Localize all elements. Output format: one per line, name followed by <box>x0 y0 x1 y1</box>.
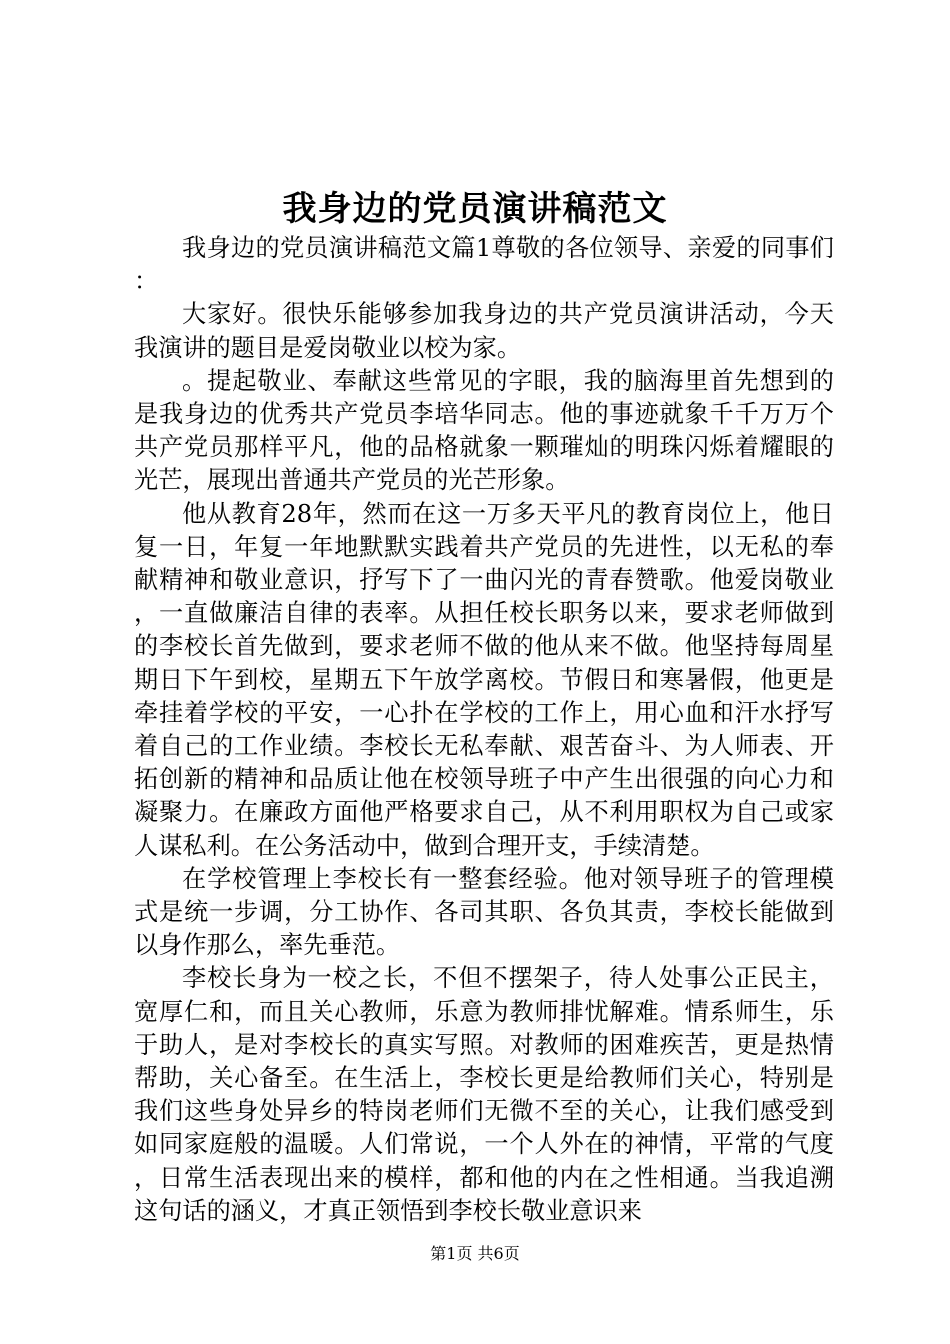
paragraph-4: 他从教育28年，然而在这一万多天平凡的教育岗位上，他日复一日，年复一年地默默实践着共产党员的先进性，以无私的奉献精神和敬业意识，抒写下了一曲闪光的青春赞歌。他爱岗敬业，一直做廉洁自律的表率。从担任校长职务以来，要求老师做到的李校长首先做到，要求老师不做的他从来不做。他坚持每周星期日下午到校，星期五下午放学离校。节假日和寒暑假，他更是牵挂着学校的平安，一心扑在学校的工作上，用心血和汗水抒写着自己的工作业绩。李校长无私奉献、艰苦奋斗、为人师表、开拓创新的精神和品质让他在校领导班子中产生出很强的向心力和凝聚力。在廉政方面他严格要求自己，从不利用职权为自己或家人谋私利。在公务活动中，做到合理开支，手续清楚。 <box>134 499 834 860</box>
page-number-footer: 第1页 共6页 <box>430 1244 520 1263</box>
paragraph-5: 在学校管理上李校长有一整套经验。他对领导班子的管理模式是统一步调，分工协作、各司其职、各负其责，李校长能做到以身作那么，率先垂范。 <box>134 864 834 960</box>
paragraph-1: 我身边的党员演讲稿范文篇1尊敬的各位领导、亲爱的同事们： <box>134 234 834 296</box>
paragraph-2: 大家好。很快乐能够参加我身边的共产党员演讲活动，今天我演讲的题目是爱岗敬业以校为家。 <box>134 300 834 362</box>
paragraph-3: 。提起敬业、奉献这些常见的字眼，我的脑海里首先想到的是我身边的优秀共产党员李培华同志。他的事迹就象千千万万个共产党员那样平凡，他的品格就象一颗璀灿的明珠闪烁着耀眼的光芒，展现出普通共产党员的光芒形象。 <box>134 366 834 495</box>
document-title: 我身边的党员演讲稿范文 <box>282 189 668 229</box>
document-body <box>134 232 834 1228</box>
paragraph-6: 李校长身为一校之长，不但不摆架子，待人处事公正民主，宽厚仁和，而且关心教师，乐意为教师排忧解难。情系师生，乐于助人，是对李校长的真实写照。对教师的困难疾苦，更是热情帮助，关心备至。在生活上，李校长更是给教师们关心，特别是我们这些身处异乡的特岗老师们无微不至的关心，让我们感受到如同家庭般的温暖。人们常说，一个人外在的神情，平常的气度，日常生活表现出来的模样，都和他的内在之性相通。当我追溯这句话的涵义，才真正领悟到李校长敬业意识来 <box>134 964 834 1225</box>
